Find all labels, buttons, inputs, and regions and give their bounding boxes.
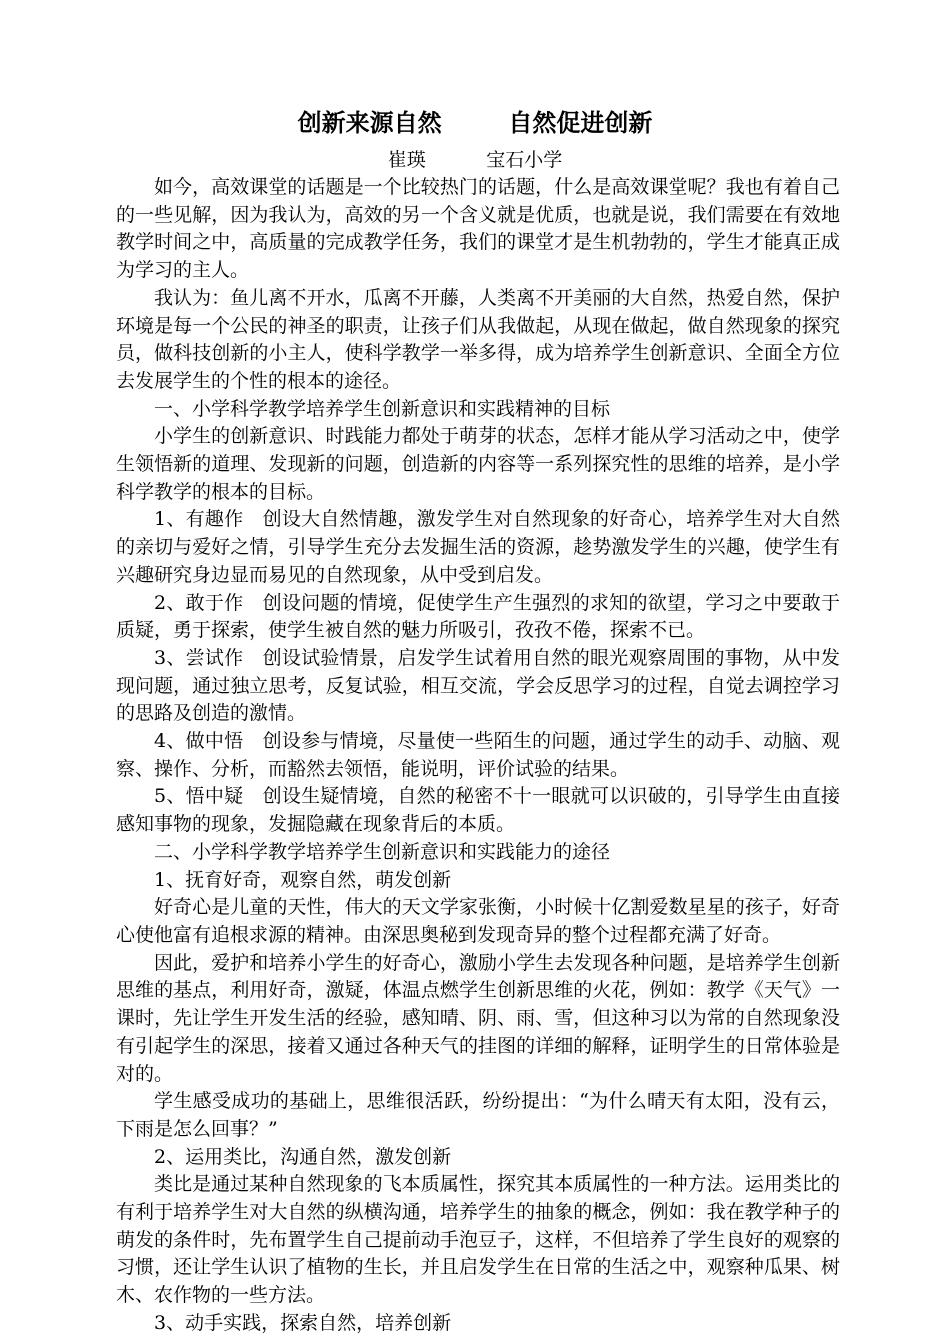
paragraph: 类比是通过某种自然现象的飞本质属性，探究其本质属性的一种方法。运用类比的有利于培养学生对大自然的纵横沟通，培养学生的抽象的概念，例如：我在教学种子的萌发的条件时，先布置学生自己提前动手泡豆子，这样，不但培养了学生良好的观察的习惯，还让学生认识了植物的生长，并且启发学生在日常的生活之中，观察种瓜果、树木、农作物的一些方法。: [116, 1173, 840, 1307]
paragraph: 如今，高效课堂的话题是一个比较热门的话题，什么是高效课堂呢？我也有着自己的一些见解，因为我认为，高效的另一个含义就是优质，也就是说，我们需要在有效地教学时间之中，高质量的完成教学任务，我们的课堂才是生机勃勃的，学生才能真正成为学习的主人。: [116, 176, 840, 282]
document-body: [116, 174, 840, 1338]
paragraph: 4、做中悟 创设参与情境，尽量使一些陌生的问题，通过学生的动手、动脑、观察、操作、分析，而豁然去领悟，能说明，评价试验的结果。: [116, 730, 840, 780]
subsection-heading: 1、抚育好奇，观察自然，萌发创新: [154, 868, 452, 891]
paragraph: 好奇心是儿童的天性，伟大的天文学家张衡，小时候十亿割爱数星星的孩子，好奇心使他富有追根求源的精神。由深思奥秘到发现奇异的整个过程都充满了好奇。: [116, 896, 840, 946]
paragraph: 学生感受成功的基础上，思维很活跃，纷纷提出：“为什么晴天有太阳，没有云，下雨是怎么回事？”: [116, 1090, 840, 1140]
paragraph: 因此，爱护和培养小学生的好奇心，激励小学生去发现各种问题，是培养学生创新思维的基点，利用好奇，激疑，体温点燃学生创新思维的火花，例如：教学《天气》一课时，先让学生开发生活的经验，感知晴、阴、雨、雪，但这种习以为常的自然现象没有引起学生的深思，接着又通过各种天气的挂图的详细的解释，证明学生的日常体验是对的。: [116, 951, 840, 1085]
paragraph: 1、有趣作 创设大自然情趣，激发学生对自然现象的好奇心，培养学生对大自然的亲切与爱好之情，引导学生充分去发掘生活的资源，趁势激发学生的兴趣，使学生有兴趣研究身边显而易见的自然现象，从中受到启发。: [116, 508, 840, 586]
section-heading: 一、小学科学教学培养学生创新意识和实践精神的目标: [154, 397, 611, 420]
paragraph: 2、敢于作 创设问题的情境，促使学生产生强烈的求知的欲望，学习之中要敢于质疑，勇于探索，使学生被自然的魅力所吸引，孜孜不倦，探索不已。: [116, 591, 840, 642]
paragraph: 小学生的创新意识、时践能力都处于萌芽的状态，怎样才能从学习活动之中，使学生领悟新的道理、发现新的问题，创造新的内容等一系列探究性的思维的培养，是小学科学教学的根本的目标。: [116, 425, 840, 503]
paragraph: 我认为：鱼儿离不开水，瓜离不开藤，人类离不开美丽的大自然，热爱自然，保护环境是每一个公民的神圣的职责，让孩子们从我做起，从现在做起，做自然现象的探究员，做科技创新的小主人，使科学教学一举多得，成为培养学生创新意识、全面全方位去发展学生的个性的根本的途径。: [116, 286, 840, 392]
section-heading: 二、小学科学教学培养学生创新意识和实践能力的途径: [154, 840, 611, 863]
document-title: 创新来源自然 自然促进创新: [297, 109, 653, 137]
subsection-heading: 2、运用类比，沟通自然，激发创新: [154, 1145, 452, 1168]
paragraph: 3、尝试作 创设试验情景，启发学生试着用自然的眼光观察周围的事物，从中发现问题，通过独立思考，反复试验，相互交流，学会反思学习的过程，自觉去调控学习的思路及创造的激情。: [116, 646, 840, 725]
author-line: 崔瑛 宝石小学: [387, 149, 563, 171]
paragraph: 5、悟中疑 创设生疑情境，自然的秘密不十一眼就可以识破的，引导学生由直接感知事物的现象，发掘隐藏在现象背后的本质。: [116, 785, 840, 836]
subsection-heading: 3、动手实践，探索自然，培养创新: [154, 1311, 452, 1334]
